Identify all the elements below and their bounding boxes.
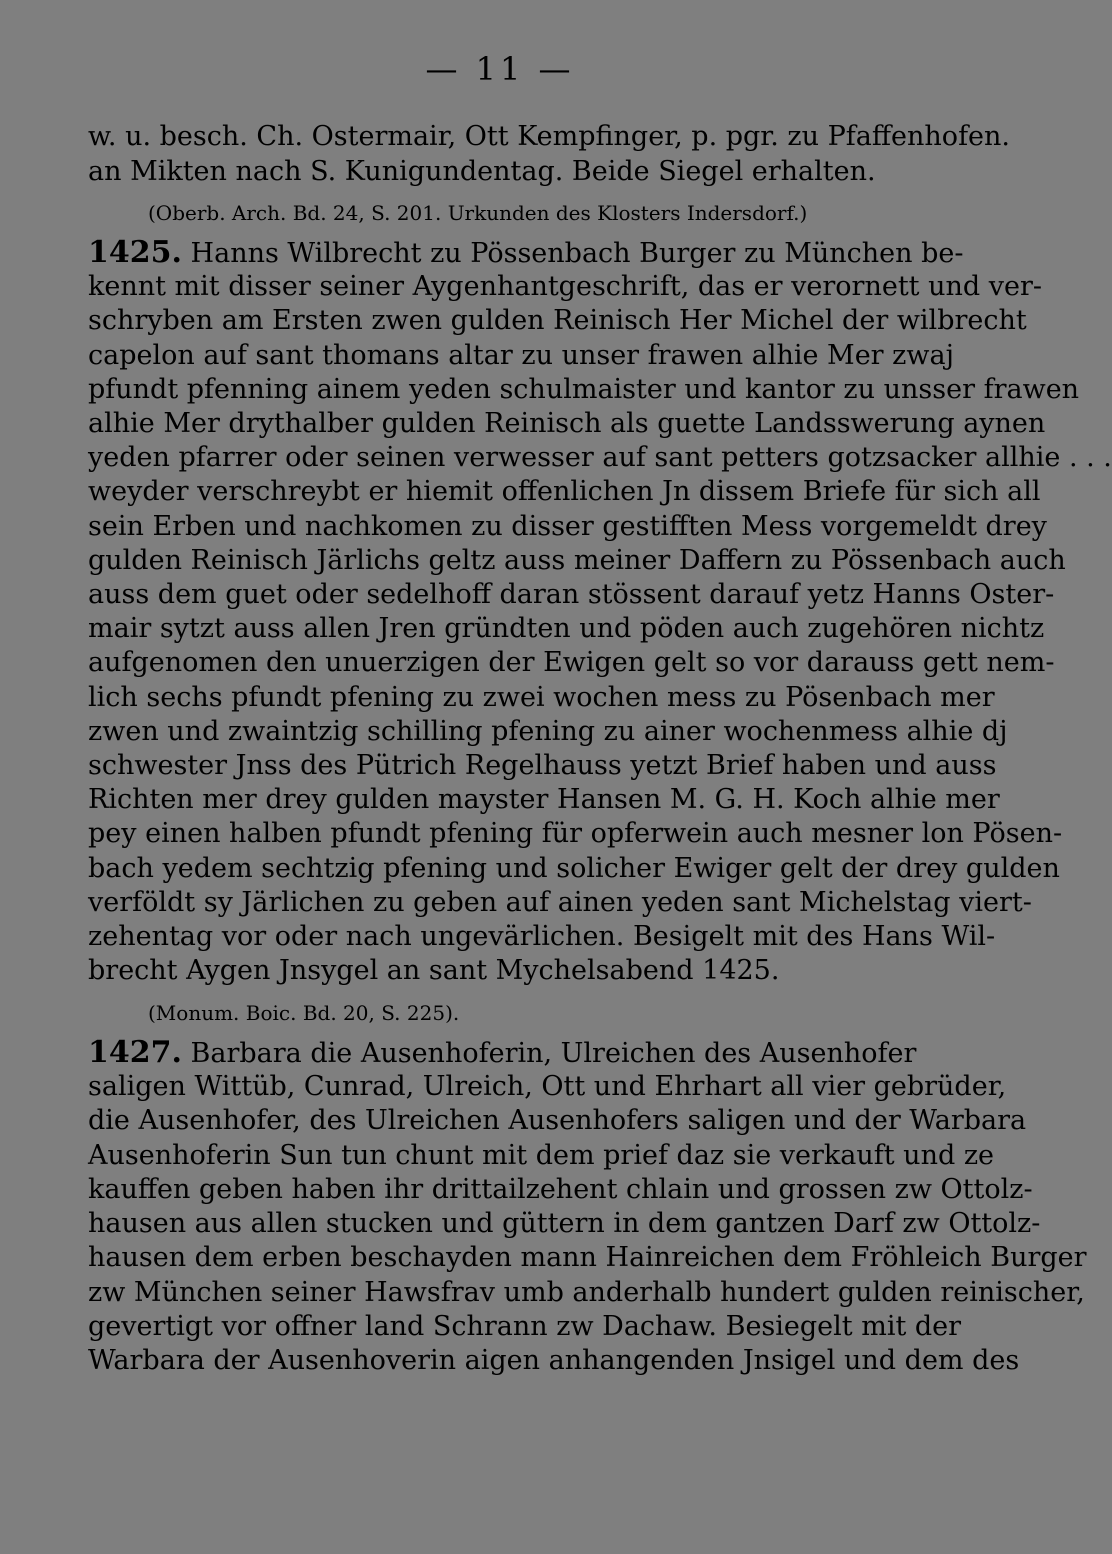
text-line: Warbara der Ausenhoverin aigen anhangenden Jnsigel und dem des: [88, 1345, 1020, 1376]
text-line: gulden Reinisch Järlichs geltz auss meiner Daffern zu Pössenbach auch: [88, 545, 1066, 576]
text-line: mair sytzt auss allen Jren gründten und pöden auch zugehören nichtz: [88, 613, 1045, 644]
text-line: capelon auf sant thomans altar zu unser frawen alhie Mer zwaj: [88, 340, 954, 371]
text-line: zehentag vor oder nach ungevärlichen. Besigelt mit des Hans Wil-: [88, 921, 996, 952]
entry-first-line: [88, 235, 964, 270]
text-line: alhie Mer drythalber gulden Reinisch als guette Landsswerung aynen: [88, 408, 1046, 439]
text-line: saligen Wittüb, Cunrad, Ulreich, Ott und Ehrhart all vier gebrüder,: [88, 1071, 1007, 1102]
text-line: schwester Jnss des Pütrich Regelhauss yetzt Brief haben und auss: [88, 750, 997, 781]
text-line: yeden pfarrer oder seinen verwesser auf sant petters gotzsacker allhie . . .: [88, 442, 1112, 473]
text-line: Barbara die Ausenhoferin, Ulreichen des Ausenhofer: [190, 1038, 917, 1069]
text-line: lich sechs pfundt pfening zu zwei wochen mess zu Pösenbach mer: [88, 682, 995, 713]
text-line: bach yedem sechtzig pfening und solicher Ewiger gelt der drey gulden: [88, 853, 1060, 884]
page-number: — 11 —: [425, 50, 575, 88]
citation-line: (Oberb. Arch. Bd. 24, S. 201. Urkunden des Klosters Indersdorf.): [148, 201, 808, 225]
text-line: zwen und zwaintzig schilling pfening zu ainer wochenmess alhie dj: [88, 716, 1008, 747]
text-line: die Ausenhofer, des Ulreichen Ausenhofers saligen und der Warbara: [88, 1105, 1027, 1136]
text-line: w. u. besch. Ch. Ostermair, Ott Kempfinger, p. pgr. zu Pfaffenhofen.: [88, 121, 1011, 152]
text-line: aufgenomen den unuerzigen der Ewigen gelt so vor darauss gett nem-: [88, 647, 1055, 678]
text-line: kennt mit disser seiner Aygenhantgeschrift, das er verornett und ver-: [88, 271, 1043, 302]
text-line: hausen dem erben beschayden mann Hainreichen dem Fröhleich Burger: [88, 1242, 1087, 1273]
text-line: gevertigt vor offner land Schrann zw Dachaw. Besiegelt mit der: [88, 1311, 962, 1342]
text-line: Richten mer drey gulden mayster Hansen M. G. H. Koch alhie mer: [88, 784, 1000, 815]
entry-year: 1427.: [88, 1035, 182, 1070]
entry-year: 1425.: [88, 235, 182, 270]
text-line: auss dem guet oder sedelhoff daran stössent darauf yetz Hanns Oster-: [88, 579, 1055, 610]
text-line: an Mikten nach S. Kunigundentag. Beide Siegel erhalten.: [88, 156, 876, 187]
text-line: brecht Aygen Jnsygel an sant Mychelsabend 1425.: [88, 955, 780, 986]
entry-first-line: [88, 1035, 917, 1070]
text-line: weyder verschreybt er hiemit offenlichen Jn dissem Briefe für sich all: [88, 476, 1041, 507]
text-line: kauffen geben haben ihr drittailzehent chlain und grossen zw Ottolz-: [88, 1174, 1033, 1205]
text-line: Ausenhoferin Sun tun chunt mit dem prief daz sie verkauft und ze: [88, 1140, 995, 1171]
text-line: pfundt pfenning ainem yeden schulmaister und kantor zu unsser frawen: [88, 374, 1080, 405]
text-line: pey einen halben pfundt pfening für opferwein auch mesner lon Pösen-: [88, 818, 1063, 849]
text-line: sein Erben und nachkomen zu disser gestifften Mess vorgemeldt drey: [88, 511, 1047, 542]
text-line: zw München seiner Hawsfrav umb anderhalb hundert gulden reinischer,: [88, 1277, 1085, 1308]
text-line: verföldt sy Järlichen zu geben auf ainen yeden sant Michelstag viert-: [88, 887, 1032, 918]
text-line: hausen aus allen stucken und güttern in dem gantzen Darf zw Ottolz-: [88, 1208, 1041, 1239]
text-line: schryben am Ersten zwen gulden Reinisch Her Michel der wilbrecht: [88, 305, 1027, 336]
text-line: Hanns Wilbrecht zu Pössenbach Burger zu München be-: [190, 238, 964, 269]
citation-line: (Monum. Boic. Bd. 20, S. 225).: [148, 1001, 460, 1025]
